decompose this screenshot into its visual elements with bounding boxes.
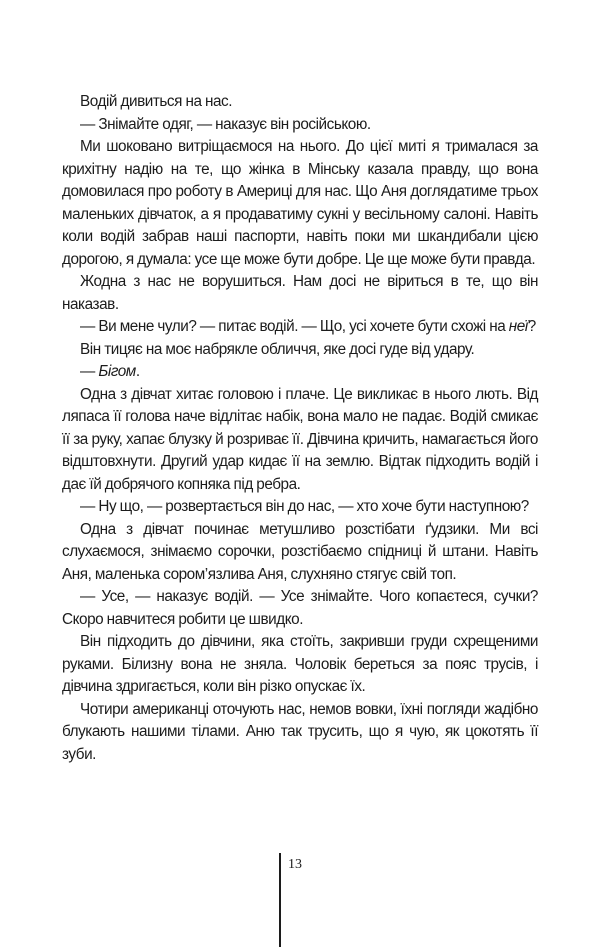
paragraph-12: Він підходить до дівчини, яка стоїть, закривши груди схрещеними руками. Білизну вона не зняла. Чоловік береться за пояс трусів, і дівчина здригається, коли він різко опускає їх. (62, 633, 538, 695)
paragraph-13: Чотири американці оточують нас, немов вовки, їхні погляди жадібно блукають нашими тілами. Аню так трусить, що я чую, як цокотять її зуби. (62, 700, 538, 763)
folio-rule (279, 853, 281, 947)
paragraph-9: — Ну що, — розвертається він до нас, — хто хоче бути наступною? (80, 498, 529, 515)
paragraph-3: Ми шоковано витріщаємося на нього. До цієї миті я трималася за крихітну надію на те, що жінка в Мінську казала правду, що вона домовилася про роботу в Америці для нас. Що Аня доглядатиме трьох маленьких дівчаток, а я продаватиму сукні у весільному салоні. Навіть коли водій забрав наші паспорти, навіть поки ми шкандибали цією дорогою, я думала: усе ще може бути добре. Це ще може бути правда. (62, 138, 538, 268)
paragraph-5-emphasis: неї (508, 318, 528, 335)
page-number: 13 (288, 857, 302, 872)
paragraph-1: Водій дивиться на нас. (80, 93, 233, 110)
paragraph-7-end: . (135, 363, 140, 380)
paragraph-10: Одна з дівчат починає метушливо розстібати ґудзики. Ми всі слухаємося, знімаємо сорочки, розстібаємо спідниці й штани. Навіть Аня, маленька сором’язлива Аня, слухняно стягує свій топ. (62, 520, 538, 583)
paragraph-4: Жодна з нас не ворушиться. Нам досі не віриться в те, що він наказав. (62, 273, 538, 313)
paragraph-7-dash: — (80, 363, 99, 380)
paragraph-5-end: ? (527, 318, 536, 335)
paragraph-2: — Знімайте одяг, — наказує він російською. (80, 115, 371, 133)
paragraph-6: Він тицяє на моє набрякле обличчя, яке досі гуде від удару. (80, 340, 475, 358)
paragraph-7 (62, 361, 538, 384)
paragraph-7-emphasis: Бігом (98, 363, 136, 380)
paragraph-5-text: — Ви мене чули? — питає водій. — Що, усі хочете бути схожі на (80, 318, 509, 335)
paragraph-5 (62, 316, 538, 339)
paragraph-11: — Усе, — наказує водій. — Усе знімайте. Чого копаєтеся, сучки? Скоро навчитеся робити це швидко. (62, 588, 538, 628)
paragraph-8: Одна з дівчат хитає головою і плаче. Це викликає в нього лють. Від ляпаса її голова наче відлітає набік, вона мало не падає. Водій смикає її за руку, хапає блузку й розриває її. Дівчина кричить, намагається його відштовхнути. Другий удар кидає її на землю. Відтак підходить водій і дає їй добрячого копняка під ребра. (62, 385, 538, 493)
page-text-block (62, 91, 538, 766)
